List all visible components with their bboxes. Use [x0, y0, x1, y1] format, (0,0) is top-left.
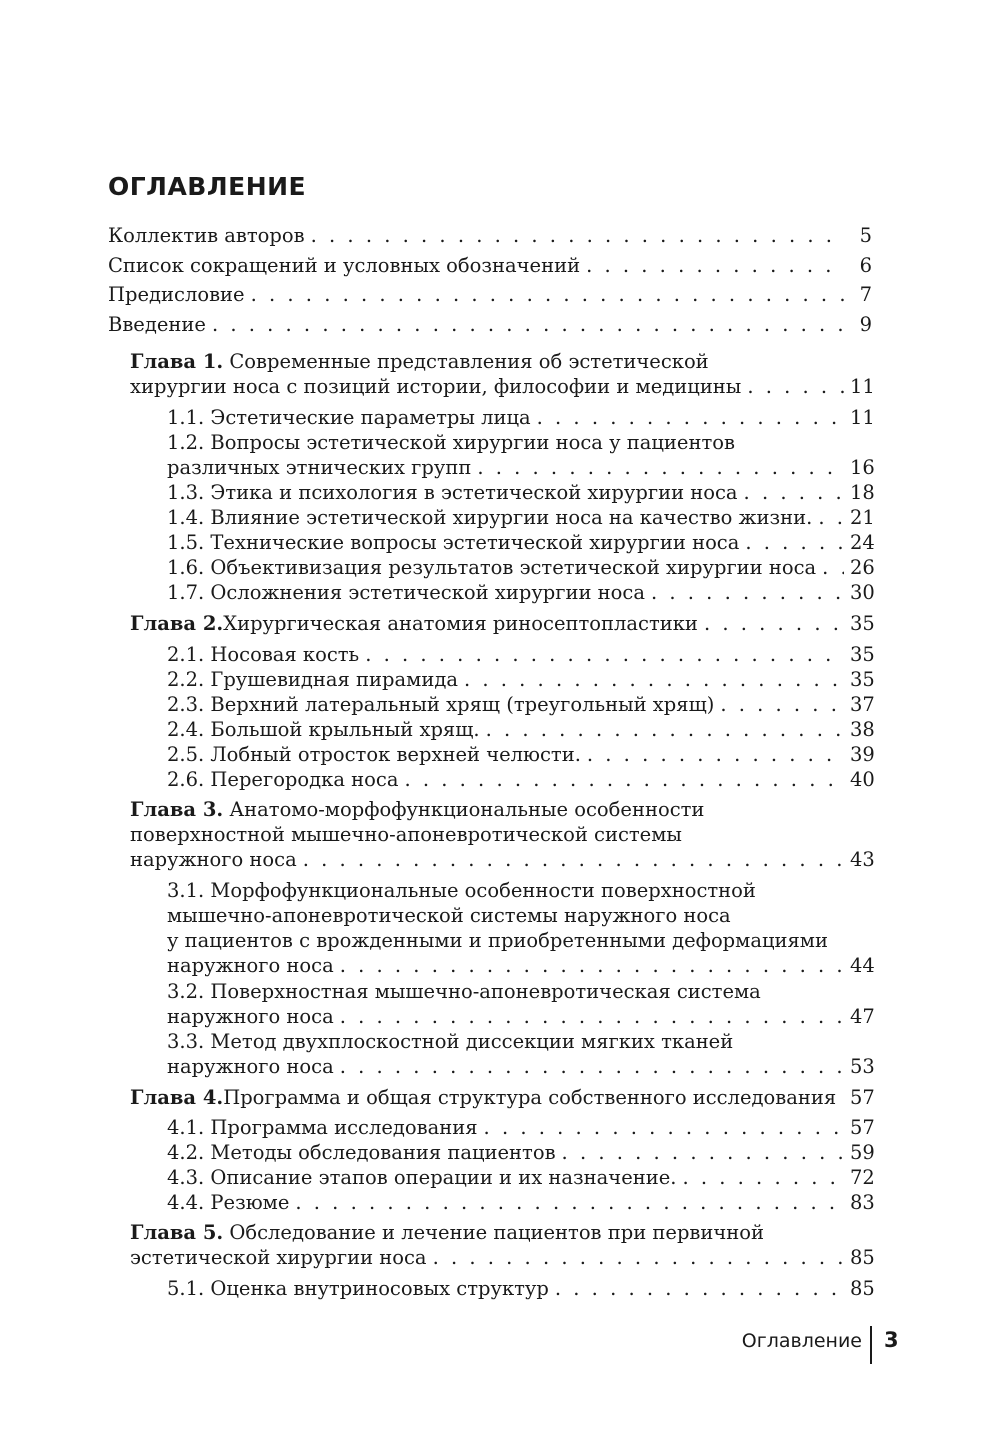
dot-leader	[340, 1054, 844, 1079]
toc-entry[interactable]	[167, 1115, 875, 1140]
toc-page-number: 16	[850, 456, 875, 479]
toc-entry[interactable]	[167, 767, 875, 792]
toc-page-number: 83	[850, 1191, 875, 1214]
toc-page-number: 26	[850, 556, 875, 579]
toc-page-number: 57	[850, 1116, 875, 1139]
dot-leader	[704, 611, 844, 636]
toc-page-number: 30	[850, 581, 875, 604]
toc-page-number: 40	[850, 768, 875, 791]
dot-leader	[537, 405, 844, 430]
dot-leader	[295, 1190, 844, 1215]
toc-page-number: 35	[850, 612, 875, 635]
dot-leader	[745, 530, 844, 555]
toc-entry-text: различных этнических групп	[167, 456, 472, 479]
toc-entry-text: 4.4. Резюме	[167, 1191, 290, 1214]
toc-entry[interactable]	[167, 505, 875, 530]
toc-entry-text: 3.3. Метод двухплоскостной диссекции мягких тканей	[167, 1030, 734, 1053]
toc-entry-text: 1.5. Технические вопросы эстетической хирургии носа	[167, 531, 740, 554]
toc-page-number: 44	[850, 954, 875, 977]
toc-page-number: 7	[859, 283, 872, 306]
toc-entry-text: 1.1. Эстетические параметры лица	[167, 406, 531, 429]
toc-page-number: 11	[850, 375, 875, 398]
toc-entry-text: Обследование и лечение пациентов при первичной	[223, 1221, 765, 1244]
dot-leader	[311, 223, 844, 248]
toc-page-number: 85	[850, 1246, 875, 1269]
dot-leader	[818, 505, 844, 530]
dot-leader	[340, 1004, 844, 1029]
toc-entry-text: Коллектив авторов	[108, 224, 305, 247]
dot-leader	[484, 1115, 844, 1140]
toc-page-number: 37	[850, 693, 875, 716]
toc-entry-text: Предисловие	[108, 283, 245, 306]
page-title: ОГЛАВЛЕНИЕ	[108, 172, 307, 201]
toc-entry-text: Современные представления об эстетической	[223, 350, 709, 373]
toc-page-number: 9	[859, 313, 872, 336]
toc-entry[interactable]	[167, 667, 875, 692]
toc-entry-text: 1.3. Этика и психология в эстетической хирургии носа	[167, 481, 738, 504]
toc-entry-text: 1.7. Осложнения эстетической хирургии носа	[167, 581, 645, 604]
dot-leader	[720, 692, 844, 717]
toc-entry[interactable]	[167, 1140, 875, 1165]
toc-entry[interactable]	[167, 580, 875, 605]
toc-page-number: 35	[850, 643, 875, 666]
toc-page-number: 47	[850, 1005, 875, 1028]
dot-leader	[464, 667, 844, 692]
toc-entry[interactable]	[167, 1165, 875, 1190]
toc-entry-text: 4.1. Программа исследования	[167, 1116, 478, 1139]
toc-entry[interactable]	[167, 1276, 875, 1301]
toc-entry[interactable]	[167, 692, 875, 717]
dot-leader	[303, 847, 844, 872]
dot-leader	[822, 555, 844, 580]
dot-leader	[212, 312, 844, 337]
toc-entry[interactable]	[167, 1029, 875, 1079]
toc-entry-text: 4.3. Описание этапов операции и их назначение.	[167, 1166, 677, 1189]
toc-entry-text: поверхностной мышечно-апоневротической системы	[130, 823, 682, 846]
toc-page-number: 5	[859, 224, 872, 247]
toc-page-number: 39	[850, 743, 875, 766]
toc-entry[interactable]	[167, 979, 875, 1029]
chapter-label: Глава 1.	[130, 350, 224, 373]
toc-chapter-entry[interactable]	[130, 797, 875, 872]
page-number: 3	[884, 1328, 899, 1352]
toc-entry-text: хирургии носа с позиций истории, философии и медицины	[130, 375, 742, 398]
toc-entry-text: Анатомо-морфофункциональные особенности	[223, 798, 705, 821]
toc-entry[interactable]	[167, 555, 875, 580]
toc-entry-text: Введение	[108, 313, 206, 336]
toc-entry-text: Список сокращений и условных обозначений	[108, 254, 581, 277]
toc-page-number: 18	[850, 481, 875, 504]
dot-leader	[682, 1165, 844, 1190]
toc-page-number: 38	[850, 718, 875, 741]
toc-entry-text: 3.2. Поверхностная мышечно-апоневротическая система	[167, 980, 761, 1003]
toc-entry[interactable]	[167, 642, 875, 667]
toc-page-number: 57	[850, 1086, 875, 1109]
toc-entry-text: Хирургическая анатомия риносептопластики	[223, 612, 698, 635]
toc-entry[interactable]	[108, 312, 872, 337]
toc-entry[interactable]	[167, 405, 875, 430]
toc-entry[interactable]	[108, 223, 872, 248]
dot-leader	[251, 282, 844, 307]
toc-entry-text: Программа и общая структура собственного исследования	[223, 1086, 837, 1109]
toc-entry[interactable]	[167, 742, 875, 767]
toc-chapter-entry[interactable]	[130, 1085, 875, 1110]
dot-leader	[587, 742, 844, 767]
toc-page-number: 72	[850, 1166, 875, 1189]
toc-entry-text: наружного носа	[167, 954, 334, 977]
dot-leader	[486, 717, 844, 742]
dot-leader	[404, 767, 844, 792]
dot-leader	[651, 580, 844, 605]
toc-entry-text: 3.1. Морфофункциональные особенности поверхностной	[167, 879, 756, 902]
dot-leader	[555, 1276, 844, 1301]
toc-entry-text: 2.4. Большой крыльный хрящ.	[167, 718, 480, 741]
dot-leader	[477, 455, 844, 480]
chapter-label: Глава 5.	[130, 1221, 224, 1244]
toc-entry[interactable]	[167, 430, 875, 480]
toc-entry-text: эстетической хирургии носа	[130, 1246, 427, 1269]
toc-page-number: 43	[850, 848, 875, 871]
toc-entry-text: наружного носа	[130, 848, 297, 871]
dot-leader	[744, 480, 844, 505]
toc-page-number: 35	[850, 668, 875, 691]
toc-entry[interactable]	[108, 282, 872, 307]
chapter-label: Глава 4.	[130, 1086, 224, 1109]
toc-page-number: 11	[850, 406, 875, 429]
toc-page-number: 24	[850, 531, 875, 554]
page-footer	[0, 1326, 1000, 1366]
toc-entry-text: наружного носа	[167, 1005, 334, 1028]
toc-entry-text: у пациентов с врожденными и приобретенными деформациями	[167, 929, 828, 952]
toc-entry[interactable]	[167, 530, 875, 555]
chapter-label: Глава 2.	[130, 612, 224, 635]
toc-chapter-entry[interactable]	[130, 349, 875, 399]
toc-entry[interactable]	[167, 1190, 875, 1215]
chapter-label: Глава 3.	[130, 798, 224, 821]
toc-entry-text: 2.2. Грушевидная пирамида	[167, 668, 458, 691]
dot-leader	[747, 374, 844, 399]
toc-entry-text: 2.1. Носовая кость	[167, 643, 360, 666]
toc-entry-text: 1.4. Влияние эстетической хирургии носа на качество жизни.	[167, 506, 813, 529]
dot-leader	[340, 953, 844, 978]
dot-leader	[842, 1085, 844, 1110]
footer-divider	[870, 1326, 872, 1364]
toc-chapter-entry[interactable]	[130, 611, 875, 636]
toc-entry[interactable]	[167, 717, 875, 742]
toc-page-number: 6	[859, 254, 872, 277]
toc-entry-text: 5.1. Оценка внутриносовых структур	[167, 1277, 549, 1300]
toc-page-number: 53	[850, 1055, 875, 1078]
dot-leader	[433, 1245, 844, 1270]
toc-entry-text: мышечно-апоневротической системы наружного носа	[167, 904, 731, 927]
toc-entry[interactable]	[108, 253, 872, 278]
toc-page-number: 59	[850, 1141, 875, 1164]
dot-leader	[562, 1140, 844, 1165]
dot-leader	[586, 253, 844, 278]
toc-chapter-entry[interactable]	[130, 1220, 875, 1270]
toc-entry-text: 2.5. Лобный отросток верхней челюсти.	[167, 743, 581, 766]
toc-entry[interactable]	[167, 480, 875, 505]
toc-entry-text: 1.2. Вопросы эстетической хирургии носа у пациентов	[167, 431, 735, 454]
toc-entry[interactable]	[167, 878, 875, 978]
toc-page-number: 85	[850, 1277, 875, 1300]
dot-leader	[365, 642, 844, 667]
toc-entry-text: 2.6. Перегородка носа	[167, 768, 399, 791]
toc-entry-text: наружного носа	[167, 1055, 334, 1078]
toc-page-number: 21	[850, 506, 875, 529]
running-footer-label: Оглавление	[741, 1330, 862, 1352]
toc-entry-text: 2.3. Верхний латеральный хрящ (треугольный хрящ)	[167, 693, 715, 716]
toc-entry-text: 1.6. Объективизация результатов эстетической хирургии носа	[167, 556, 817, 579]
toc-entry-text: 4.2. Методы обследования пациентов	[167, 1141, 556, 1164]
